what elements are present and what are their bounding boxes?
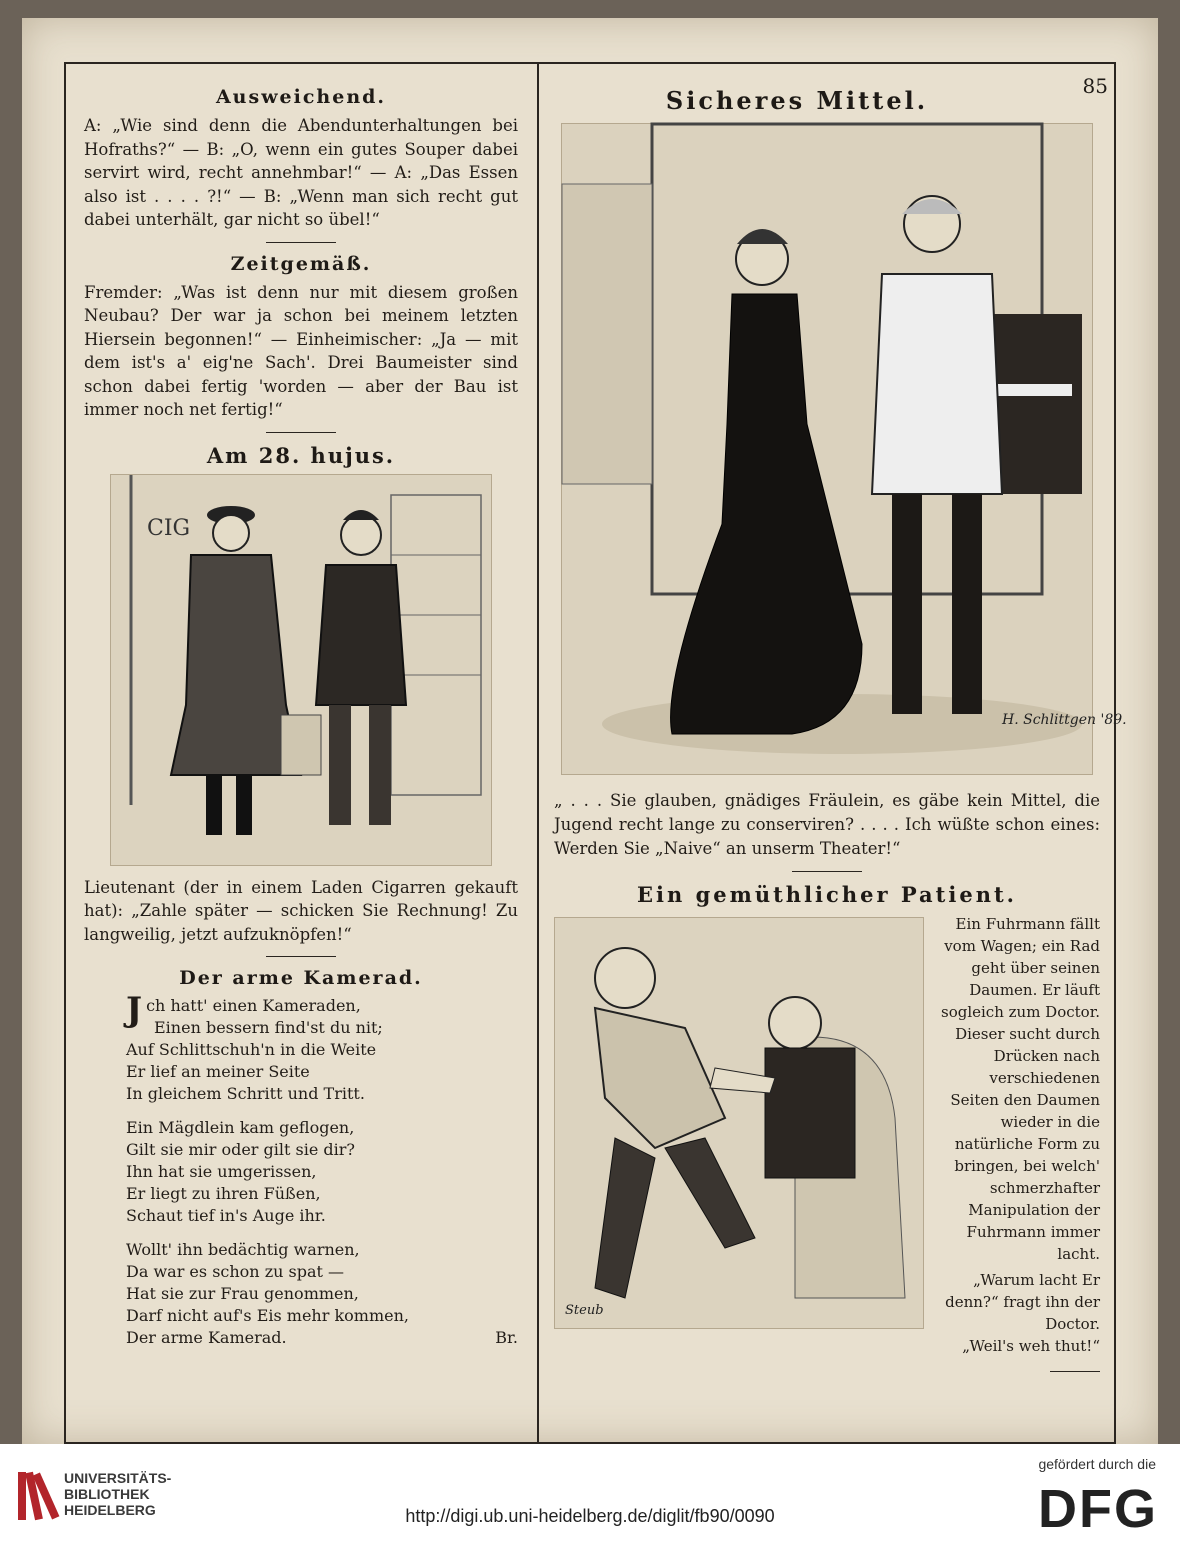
- poem-line: Wollt' ihn bedächtig warnen,: [126, 1240, 360, 1259]
- section-rule: [266, 432, 336, 433]
- poem-line: Hat sie zur Frau genommen,: [126, 1284, 359, 1303]
- page-frame: [64, 62, 1127, 1444]
- library-name: UNIVERSITÄTS- BIBLIOTHEK HEIDELBERG: [64, 1470, 172, 1518]
- magazine-page: [22, 18, 1158, 1444]
- column-divider: [537, 64, 539, 1442]
- text-ausweichend: A: „Wie sind denn die Abendunterhaltungen bei Hofraths?“ — B: „O, wenn ein gutes Souper dabei servirt wird, recht annehmbar!“ — A: „Das Essen also ist . . . . ?!“ — B: „Wenn man sich recht gut dabei unterhält, gar nicht so übel!“: [84, 116, 518, 229]
- heading-patient: Ein gemüthlicher Patient.: [637, 882, 1017, 907]
- poem-line: Er lief an meiner Seite: [126, 1062, 310, 1081]
- heading-am28: Am 28. hujus.: [206, 442, 396, 468]
- heading-mittel: Sicheres Mittel.: [665, 86, 929, 115]
- funding-label: gefördert durch die: [1038, 1456, 1156, 1472]
- dfg-logo: DFG: [1038, 1479, 1158, 1539]
- section-rule: [266, 242, 336, 243]
- illustration-patient: [554, 917, 924, 1329]
- text-patient-3: „Weil's weh thut!“: [962, 1337, 1100, 1355]
- text-patient-2: „Warum lacht Er denn?“ fragt ihn der Doctor.: [945, 1271, 1100, 1333]
- heading-kamerad: Der arme Kamerad.: [179, 967, 423, 989]
- poem-line: Der arme Kamerad.: [126, 1328, 287, 1347]
- heading-ausweichend: Ausweichend.: [215, 86, 387, 108]
- poem-line: Ein Mägdlein kam geflogen,: [126, 1118, 355, 1137]
- section-rule: [266, 956, 336, 957]
- right-column: [554, 78, 1127, 1355]
- poem-line: Er liegt zu ihren Füßen,: [126, 1184, 321, 1203]
- artist-signature-schlittgen: H. Schlittgen '89.: [1002, 712, 1127, 728]
- poem-line: Gilt sie mir oder gilt sie dir?: [126, 1140, 355, 1159]
- viewer-footer: [0, 1444, 1180, 1568]
- section-rule: [792, 871, 862, 872]
- text-zeitgemaess: Fremder: „Was ist denn nur mit diesem großen Neubau? Der war ja schon bei meinem letzten Hiersein begonnen!“ — Einheimischer: „Ja — mit dem ist's a' eig'ne Sach'. Drei Baumeister sind schon dabei fertig 'worden — aber der Bau ist immer noch net fertig!“: [84, 282, 518, 419]
- poem-line: Auf Schlittschuh'n in die Weite: [126, 1040, 377, 1059]
- left-column: [84, 78, 518, 1361]
- illustration-lady-officer: [561, 123, 1127, 775]
- poem-line: Schaut tief in's Auge ihr.: [126, 1206, 326, 1225]
- poem-author: Br.: [495, 1328, 518, 1347]
- dropcap: J: [126, 990, 143, 1030]
- caption-am28: Lieutenant (der in einem Laden Cigarren gekauft hat): „Zahle später — schicken Sie Rechnung! Zu langweilig, jetzt aufzuknöpfen!“: [84, 877, 518, 944]
- patient-text-block: [940, 913, 1100, 1372]
- patient-drawing: [555, 918, 923, 1328]
- poem-stanza-3: [126, 1239, 518, 1349]
- page-number: 85: [1082, 74, 1108, 98]
- heading-zeitgemaess: Zeitgemäß.: [230, 252, 372, 275]
- section-rule: [1050, 1371, 1100, 1372]
- poem-line: Da war es schon zu spat —: [126, 1262, 345, 1281]
- source-url-link[interactable]: http://digi.ub.uni-heidelberg.de/diglit/fb90/0090: [405, 1506, 775, 1526]
- artist-signature-steub: Steub: [565, 1303, 604, 1318]
- poem-kamerad: [84, 990, 518, 1349]
- lady-officer-drawing: [562, 124, 1127, 774]
- poem-line: Ihn hat sie umgerissen,: [126, 1162, 317, 1181]
- poem-line: ch hatt' einen Kameraden,: [146, 996, 361, 1015]
- poem-line: In gleichem Schritt und Tritt.: [126, 1084, 365, 1103]
- poem-line: Darf nicht auf's Eis mehr kommen,: [126, 1306, 409, 1325]
- shop-sign: CIG: [147, 515, 191, 541]
- poem-stanza-1: [126, 990, 518, 1105]
- poem-line: Einen bessern find'st du nit;: [154, 1018, 383, 1037]
- patient-section: [554, 913, 1100, 1355]
- illustration-lieutenant-cigar: [110, 474, 492, 866]
- caption-mittel: „ . . . Sie glauben, gnädiges Fräulein, es gäbe kein Mittel, die Jugend recht lange zu conserviren? . . . . Ich wüßte schon eines: Werden Sie „Naive“ an unserm Theater!“: [554, 791, 1100, 858]
- lieutenant-drawing: [111, 475, 491, 865]
- text-patient-1: Ein Fuhrmann fällt vom Wagen; ein Rad geht über seinen Daumen. Er läuft sogleich zum Doctor. Dieser sucht durch Drücken nach verschiedenen Seiten den Daumen wieder in die natürliche Form zu bringen, bei welch' schmerzhafter Manipulation der Fuhrmann immer lacht.: [941, 915, 1100, 1263]
- poem-stanza-2: [126, 1117, 518, 1227]
